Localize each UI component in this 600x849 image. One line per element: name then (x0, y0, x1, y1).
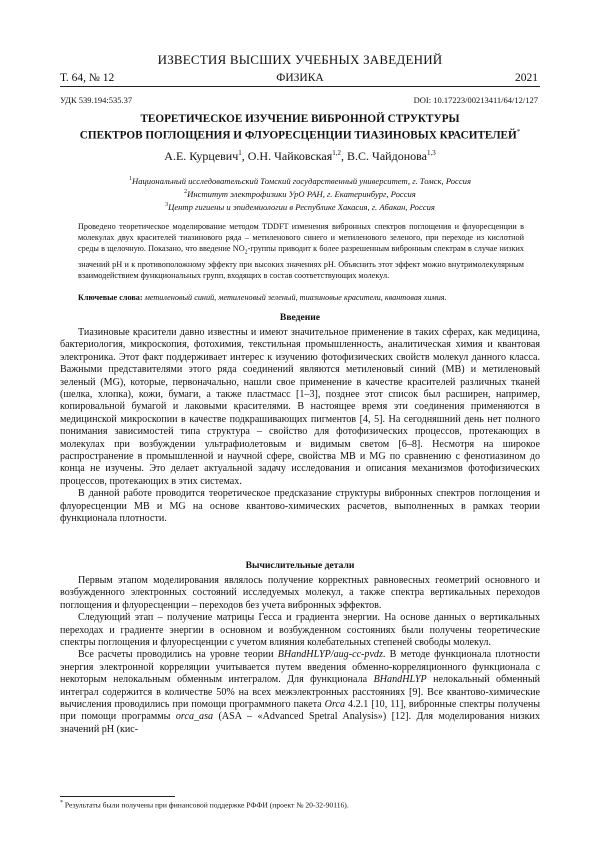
paper-title (60, 113, 540, 143)
affiliation-item: $^2$Институт электрофизики УрО РАН, г. Екатеринбург, Россия (184, 188, 416, 199)
doi-link[interactable]: DOI: 10.17223/00213411/64/12/127 (413, 95, 538, 105)
author-name: А.Е. Курцевич (164, 149, 239, 163)
title-footnote-mark: * (516, 128, 521, 136)
keywords-label: Ключевые слова: (78, 293, 143, 302)
keywords (78, 292, 524, 303)
paragraph: В данной работе проводится теоретическое предсказание структуры вибронных спектров поглощения и флуоресценции MB и MG на основе квантово-химических расчетов, выполненных в рамках теории функционала плотности. (60, 488, 540, 525)
discipline: ФИЗИКА (276, 72, 324, 84)
footnote-rule (60, 796, 175, 797)
paragraph: Первым этапом моделирования являлось получение корректных равновесных геометрий основного и возбужденного электронных состояний исследуемых молекул, а также спектра вертикальных переходов поглощения и флуоресценции – переходов без учета вибронных эффектов. (60, 575, 540, 611)
author-list: А.Е. Курцевич$^1$, О.Н. Чайковская$^{1,2}$, В.С. Чайдонова$^{1,3}$ (164, 149, 436, 163)
affiliation-item: $^1$Национальный исследовательский Томский государственный университет, г. Томск, Россия (129, 175, 471, 186)
year: 2021 (515, 72, 538, 84)
paragraph: Следующий этап – получение матрицы Гесса и градиента энергии. На основе данных о вертикальных переходах и градиенте энергии в основном и возбужденном состояниях были получены теоретические спектры поглощения и флуоресценции с учетом влияния колебательных степеней свободы молекул. (60, 612, 540, 649)
title-line-2: СПЕКТРОВ ПОГЛОЩЕНИЯ И ФЛУОРЕСЦЕНЦИИ ТИАЗИНОВЫХ КРАСИТЕЛЕЙ* (79, 128, 521, 142)
affiliation-item: $^3$Центр гигиены и эпидемиологии в Республике Хакасия, г. Абакан, Россия (165, 201, 435, 212)
affiliations (0, 174, 600, 213)
author-name: О.Н. Чайковская (247, 149, 333, 163)
introduction-body (60, 327, 540, 526)
udc-code: УДК 539.194:535.37 (60, 95, 133, 105)
paragraph: Тиазиновые красители давно известны и имеют значительное применение в таких сферах, как медицина, бактериология, микроскопия, фотохимия, текстильная промышленность, аналитическая химия и квантовая электроника. Этот факт поддерживает интерес к изучению фотофизических свойств молекул данного класса. Важными представителями этого ряда соединений являются метиленовый синий (MB) и метиленовый зеленый (MG), которые, первоначально, нашли свое применение в качестве красителей различных тканей (шелка, хлопка), кожи, бумаги, а также пластмасс [1–3], позднее этот список был расширен, например, копировальной бумагой и лаковыми красителями. В настоящее время эти соединения применяются в медицинской микроскопии в качестве подкрашивающих пигментов [4, 5]. На сегодняшний день нет полного понимания зависимостей типа структура – свойство для фотофизических процессов, протекающих в молекулах при возбуждении ультрафиолетовым и видимым светом [6–8]. Несмотря на широкое распространение в промышленной и научной сфере, свойства MB и MG по сравнению с фенотиазином до конца не изучены. Это делает актуальной задачу исследования и описания механизмов фотофизических процессов, протекающих в этих системах. (60, 327, 540, 487)
author-name: В.С. Чайдонова (347, 149, 427, 163)
abstract: Проведено теоретическое моделирование методом TDDFT изменения вибронных спектров поглощения и флуоресценции в молекулах двух красителей тиазинового ряда – метиленового синего и метиленового зеленого, при переходе из кислотной среды в щелочную. Показано, что введение $NO_2$-группы приводит к более разрешенным вибронным спектрам в случае низких значений pH и к противоположному эффекту при высоких значениях pH. Объяснить этот эффект можно внутримолекулярным взаимодействием функциональных групп, входящих в состав соответствующих молекул. (78, 222, 524, 281)
keywords-text: метиленовый синий, метиленовый зеленый, тиазиновые красители, квантовая химия. (144, 293, 447, 302)
paragraph: Все расчеты проводились на уровне теории BHandHLYP/aug-cc-pvdz. В методе функционала плотности энергия электронной корреляции учитывается путем введения обменно-корреляционного функционала с некоторым нелокальным обменным интегралом. Для функционала BHandHLYP нелокальный обменный интеграл содержится в количестве 50% на всех межэлектронных расстояниях [9]. Все квантово-химические вычисления проводились при помощи программного пакета Orca 4.2.1 [10, 11], вибронные спектры получены при помощи программы orca_asa (ASA – «Advanced Spetral Analysis») [12]. Для моделирования низких значений pH (кис- (60, 649, 541, 735)
footnote: * Результаты были получены при финансовой поддержке РФФИ (проект № 20-32-90116). (60, 800, 349, 810)
section-heading-computational: Вычислительные детали (245, 560, 355, 571)
computational-body (60, 575, 540, 736)
journal-name: ИЗВЕСТИЯ ВЫСШИХ УЧЕБНЫХ ЗАВЕДЕНИЙ (157, 52, 443, 67)
title-line-1: ТЕОРЕТИЧЕСКОЕ ИЗУЧЕНИЕ ВИБРОННОЙ СТРУКТУРЫ (140, 113, 460, 125)
section-heading-introduction: Введение (279, 312, 321, 323)
header-rule (60, 86, 540, 87)
volume-issue: Т. 64, № 12 (60, 72, 115, 84)
